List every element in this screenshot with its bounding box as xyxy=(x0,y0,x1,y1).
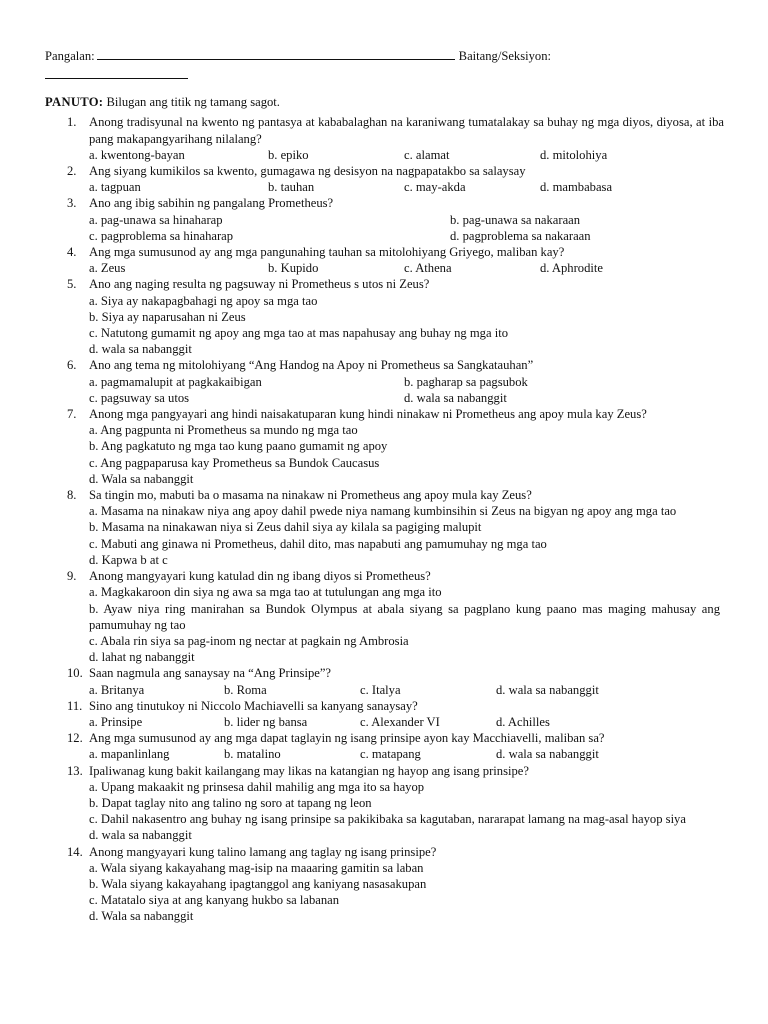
question-text: Ano ang naging resulta ng pagsuway ni Prometheus s utos ni Zeus? xyxy=(89,277,430,292)
question-number: 12. xyxy=(67,731,83,746)
question-text: Ang siyang kumikilos sa kwento, gumagawa ng desisyon na nagpapatakbo sa salaysay xyxy=(89,164,526,179)
choice-b[interactable]: b. Roma xyxy=(224,682,267,697)
question-text: Anong tradisyunal na kwento ng pantasya at kababalaghan na karaniwang tumatalakay sa buhay ng mga diyos, diyosa, at iba pang makapangyarihang nilalang? xyxy=(89,115,724,146)
header-line xyxy=(45,47,724,64)
question-9 xyxy=(45,568,724,665)
choice-c[interactable]: c. alamat xyxy=(404,147,450,162)
question-text: Ano ang tema ng mitolohiyang “Ang Handog na Apoy ni Prometheus sa Sangkatauhan” xyxy=(89,358,534,373)
choice-a[interactable]: a. Britanya xyxy=(89,682,145,697)
choices xyxy=(89,746,724,762)
choice-b[interactable]: b. Ang pagkatuto ng mga tao kung paano gumamit ng apoy xyxy=(89,439,388,454)
question-text: Anong mga pangyayari ang hindi naisakatuparan kung hindi ninakaw ni Prometheus ang apoy mula kay Zeus? xyxy=(89,407,647,422)
choice-d[interactable]: d. Kapwa b at c xyxy=(89,552,168,567)
question-4 xyxy=(45,244,724,276)
question-2 xyxy=(45,163,724,195)
choice-a[interactable]: a. mapanlinlang xyxy=(89,747,170,762)
question-number: 13. xyxy=(67,763,83,778)
choice-b[interactable]: b. Masama na ninakawan niya si Zeus dahil siya ay kilala sa pagiging malupit xyxy=(89,520,482,535)
choices xyxy=(89,682,724,698)
question-number: 10. xyxy=(67,666,83,681)
choice-d[interactable]: d. Aphrodite xyxy=(540,261,603,276)
question-text: Ano ang ibig sabihin ng pangalang Prometheus? xyxy=(89,196,334,211)
choice-c[interactable]: c. Alexander VI xyxy=(360,714,440,729)
name-label: Pangalan: xyxy=(45,49,95,63)
choice-b[interactable]: b. pag-unawa sa nakaraan xyxy=(450,212,581,227)
choices xyxy=(89,390,724,406)
choices xyxy=(89,260,724,276)
question-11 xyxy=(45,698,724,730)
choice-d[interactable]: d. wala sa nabanggit xyxy=(404,390,507,405)
question-text: Ang mga sumusunod ay ang mga dapat taglayin ng isang prinsipe ayon kay Macchiavelli, maliban sa? xyxy=(89,731,605,746)
choices xyxy=(89,147,724,163)
choices xyxy=(89,228,724,244)
choices xyxy=(89,179,724,195)
choice-d[interactable]: d. wala sa nabanggit xyxy=(496,682,599,697)
question-number: 7. xyxy=(67,407,77,422)
choice-d[interactable]: d. pagproblema sa nakaraan xyxy=(450,228,591,243)
question-text: Anong mangyayari kung talino lamang ang taglay ng isang prinsipe? xyxy=(89,844,437,859)
choice-c[interactable]: c. Abala rin siya sa pag-inom ng nectar at pagkain ng Ambrosia xyxy=(89,633,409,648)
choice-b[interactable]: b. Kupido xyxy=(268,261,319,276)
choice-c[interactable]: c. Natutong gumamit ng apoy ang mga tao at mas napahusay ang buhay ng mga ito xyxy=(89,326,508,341)
question-text: Sino ang tinutukoy ni Niccolo Machiavelli sa kanyang sanaysay? xyxy=(89,698,418,713)
question-number: 6. xyxy=(67,358,77,373)
question-number: 14. xyxy=(67,844,83,859)
question-5 xyxy=(45,276,724,357)
choice-d[interactable]: d. wala sa nabanggit xyxy=(496,747,599,762)
choice-a[interactable]: a. Ang pagpunta ni Prometheus sa mundo ng mga tao xyxy=(89,423,358,438)
choice-c[interactable]: c. pagproblema sa hinaharap xyxy=(89,228,234,243)
choice-d[interactable]: d. lahat ng nabanggit xyxy=(89,650,195,665)
grade-label: Baitang/Seksiyon: xyxy=(458,49,552,63)
question-13 xyxy=(45,763,724,844)
choice-a[interactable]: a. pag-unawa sa hinaharap xyxy=(89,212,223,227)
question-12 xyxy=(45,730,724,762)
question-number: 3. xyxy=(67,196,77,211)
choice-a[interactable]: a. pagmamalupit at pagkakaibigan xyxy=(89,374,262,389)
choice-b[interactable]: b. tauhan xyxy=(268,180,315,195)
choice-c[interactable]: c. Mabuti ang ginawa ni Prometheus, dahil dito, mas napabuti ang pamumuhay ng mga tao xyxy=(89,536,547,551)
choice-d[interactable]: d. wala sa nabanggit xyxy=(89,828,192,843)
choice-d[interactable]: d. Wala sa nabanggit xyxy=(89,471,194,486)
choice-a[interactable]: a. Siya ay nakapagbahagi ng apoy sa mga tao xyxy=(89,293,318,308)
choice-d[interactable]: d. mambabasa xyxy=(540,180,613,195)
instructions-text: Bilugan ang titik ng tamang sagot. xyxy=(103,95,280,110)
choices xyxy=(89,714,724,730)
choice-b[interactable]: b. lider ng bansa xyxy=(224,714,308,729)
instructions-label: PANUTO: xyxy=(45,95,104,110)
question-number: 2. xyxy=(67,164,77,179)
choice-c[interactable]: c. pagsuway sa utos xyxy=(89,390,190,405)
choice-b[interactable]: b. pagharap sa pagsubok xyxy=(404,374,528,389)
choice-c[interactable]: c. Athena xyxy=(404,261,452,276)
question-text: Ang mga sumusunod ay ang mga pangunahing tauhan sa mitolohiyang Griyego, maliban kay? xyxy=(89,245,565,260)
choice-c[interactable]: c. Italya xyxy=(360,682,401,697)
choice-a[interactable]: a. Masama na ninakaw niya ang apoy dahil pwede niya namang kumbinsihin si Zeus na bigyan ng apoy ang mga tao xyxy=(89,504,677,519)
choice-d[interactable]: d. Achilles xyxy=(496,714,550,729)
choice-c[interactable]: c. Ang pagpaparusa kay Prometheus sa Bundok Caucasus xyxy=(89,455,380,470)
choice-b[interactable]: b. epiko xyxy=(268,147,309,162)
choice-a[interactable]: a. Prinsipe xyxy=(89,714,143,729)
name-field[interactable] xyxy=(97,47,455,60)
question-8 xyxy=(45,487,724,568)
choice-a[interactable]: a. kwentong-bayan xyxy=(89,147,185,162)
question-number: 5. xyxy=(67,277,77,292)
choice-a[interactable]: a. Wala siyang kakayahang mag-isip na maaaring gamitin sa laban xyxy=(89,860,424,875)
question-text: Saan nagmula ang sanaysay na “Ang Prinsipe”? xyxy=(89,666,332,681)
question-list xyxy=(45,114,724,924)
question-text: Sa tingin mo, mabuti ba o masama na ninakaw ni Prometheus ang apoy mula kay Zeus? xyxy=(89,488,532,503)
choice-a[interactable]: a. Zeus xyxy=(89,261,126,276)
choice-b[interactable]: b. Siya ay naparusahan ni Zeus xyxy=(89,309,246,324)
choice-a[interactable]: a. tagpuan xyxy=(89,180,141,195)
question-3 xyxy=(45,195,724,244)
choice-c[interactable]: c. matapang xyxy=(360,747,421,762)
grade-section-field[interactable] xyxy=(45,66,188,79)
question-number: 4. xyxy=(67,245,77,260)
question-text: Anong mangyayari kung katulad din ng ibang diyos si Prometheus? xyxy=(89,569,431,584)
choice-d[interactable]: d. Wala sa nabanggit xyxy=(89,909,194,924)
question-number: 11. xyxy=(67,698,83,713)
choice-a[interactable]: a. Magkakaroon din siya ng awa sa mga tao at tutulungan ang mga ito xyxy=(89,585,442,600)
choices xyxy=(89,212,724,228)
choice-d[interactable]: d. wala sa nabanggit xyxy=(89,342,192,357)
question-10 xyxy=(45,665,724,697)
question-6 xyxy=(45,357,724,406)
question-text: Ipaliwanag kung bakit kailangang may likas na katangian ng hayop ang isang prinsipe? xyxy=(89,763,529,778)
choice-b[interactable]: b. Dapat taglay nito ang talino ng soro at tapang ng leon xyxy=(89,795,372,810)
choices xyxy=(89,374,724,390)
choice-c[interactable]: c. may-akda xyxy=(404,180,466,195)
question-14 xyxy=(45,844,724,925)
instructions xyxy=(45,94,724,110)
question-number: 1. xyxy=(67,115,77,130)
choice-c[interactable]: c. Dahil nakasentro ang buhay ng isang prinsipe sa pakikibaka sa kagutaban, nararapat lamang na mag-asal hayop siya xyxy=(89,812,686,827)
choice-a[interactable]: a. Upang makaakit ng prinsesa dahil mahilig ang mga ito sa hayop xyxy=(89,779,425,794)
choice-b[interactable]: b. Wala siyang kakayahang ipagtanggol ang kaniyang nasasakupan xyxy=(89,876,427,891)
question-1 xyxy=(45,114,724,163)
grade-field-row xyxy=(45,66,724,82)
choice-b[interactable]: b. Ayaw niya ring manirahan sa Bundok Olympus at abala siyang sa pagplano kung paano mas maging mahusay ang pamumuhay ng tao xyxy=(89,601,720,632)
choice-d[interactable]: d. mitolohiya xyxy=(540,147,608,162)
choice-c[interactable]: c. Matatalo siya at ang kanyang hukbo sa labanan xyxy=(89,893,340,908)
question-number: 8. xyxy=(67,488,77,503)
question-number: 9. xyxy=(67,569,77,584)
question-7 xyxy=(45,406,724,487)
choice-b[interactable]: b. matalino xyxy=(224,747,281,762)
